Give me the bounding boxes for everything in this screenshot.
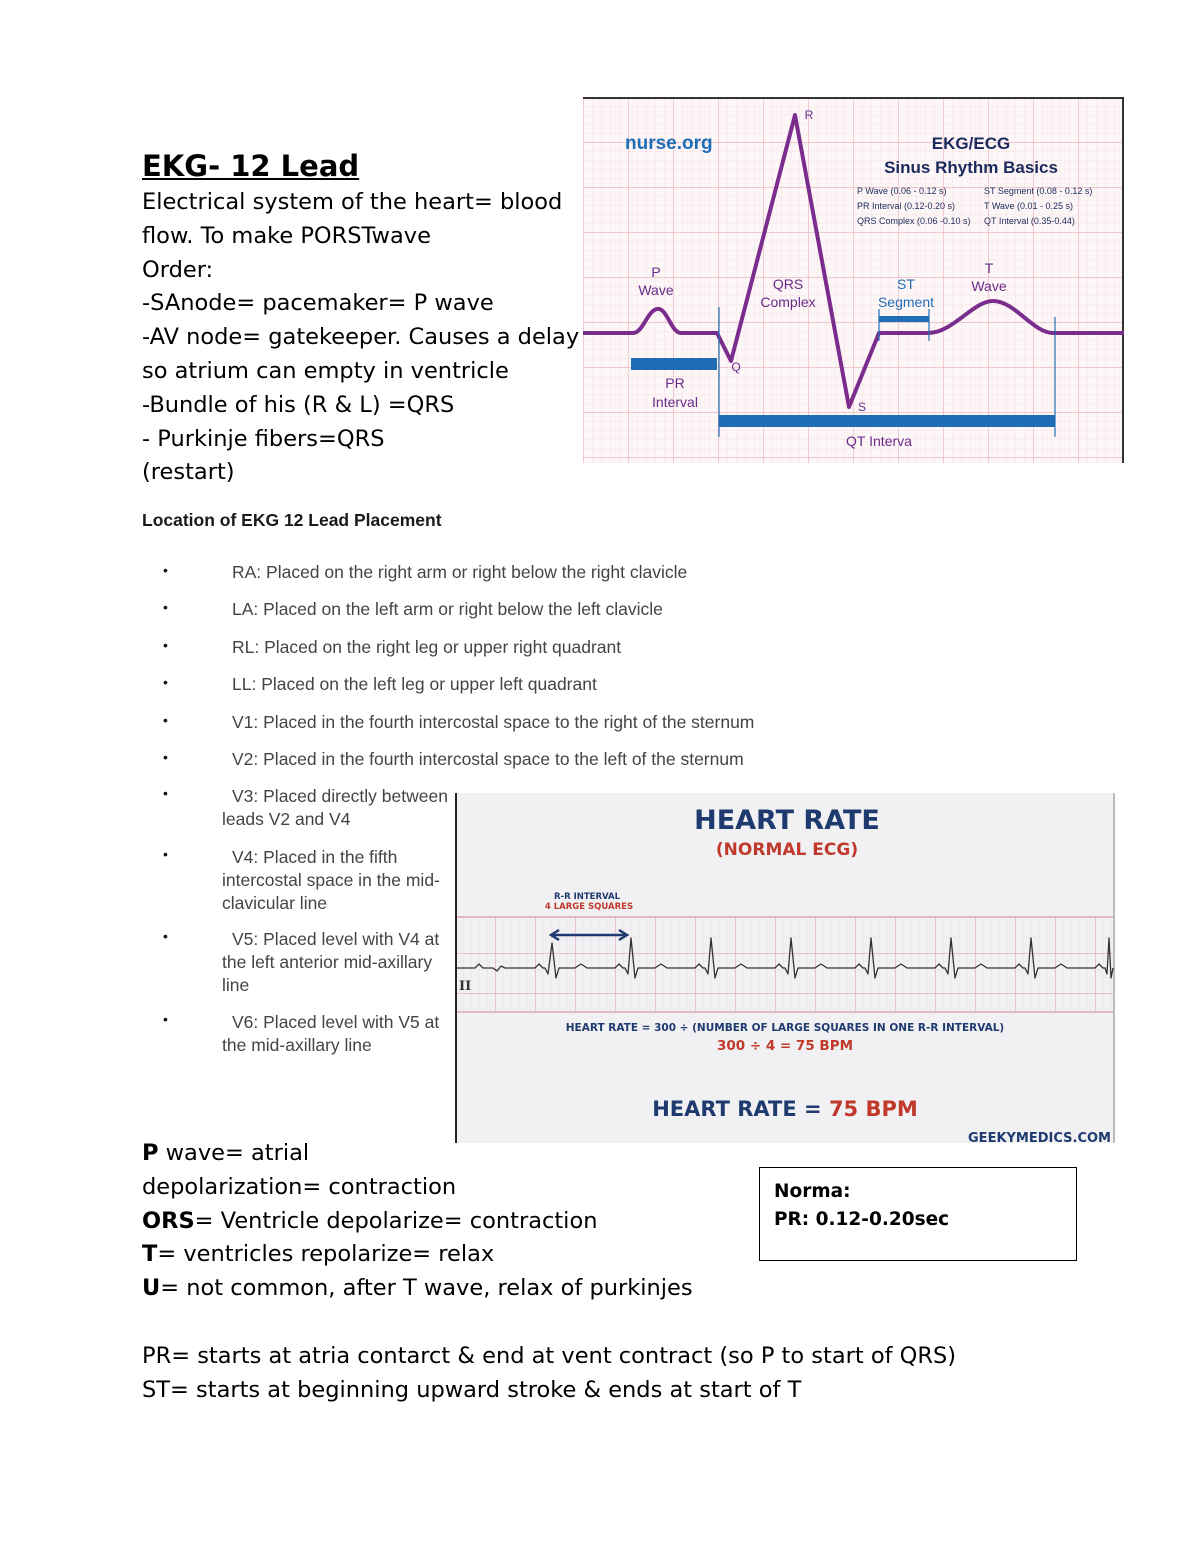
fig1-subtitle: Sinus Rhythm Basics	[884, 158, 1058, 177]
def-text: wave= atrial	[158, 1140, 310, 1166]
label-pr-2: Interval	[652, 394, 698, 410]
def-term: U	[142, 1275, 161, 1302]
notes-title: EKG- 12 Lead	[142, 149, 360, 183]
hr-title: HEART RATE	[694, 805, 880, 836]
pr-interval-bar	[631, 358, 717, 370]
label-p-wave-2: Wave	[638, 282, 674, 298]
bullet: •	[163, 928, 168, 944]
label-q: Q	[731, 360, 741, 374]
label-r: R	[804, 108, 814, 122]
notes-line: flow. To make PORSTwave	[142, 222, 431, 249]
hr-result	[652, 1097, 918, 1121]
def-p-wave	[142, 1137, 956, 1171]
label-qrs-1: QRS	[772, 276, 804, 292]
lead-v3: V3: Placed directly between leads V2 and V4	[222, 786, 448, 829]
lead-v1: V1: Placed in the fourth intercostal space to the right of the sternum	[232, 712, 755, 732]
lead-rl: RL: Placed on the right leg or upper right quadrant	[232, 637, 622, 657]
bullet: •	[163, 674, 168, 690]
lead-la: LA: Placed on the left arm or right below the left clavicle	[232, 599, 663, 619]
spacer	[142, 1306, 956, 1340]
lead-v2: V2: Placed in the fourth intercostal space to the left of the sternum	[232, 749, 744, 769]
label-t-wave-2: Wave	[971, 278, 1007, 294]
notes-line: Order:	[142, 256, 214, 283]
bullet: •	[163, 637, 168, 653]
sinus-rhythm-figure	[583, 97, 1124, 463]
label-t-wave-1: T	[984, 260, 994, 276]
label-st-2: Segment	[877, 294, 935, 310]
bullet: •	[163, 1011, 168, 1027]
hr-subtitle	[716, 840, 858, 860]
def-text: = not common, after T wave, relax of purkinjes	[160, 1275, 693, 1302]
brand-logo: nurse.org	[625, 133, 713, 154]
heart-rate-figure	[455, 793, 1115, 1143]
notes-line: Electrical system of the heart= blood	[142, 189, 563, 215]
placement-title: Location of EKG 12 Lead Placement	[142, 510, 442, 530]
notes-line: so atrium can empty in ventricle	[142, 357, 509, 384]
legend-st-segment: ST Segment (0.08 - 0.12 s)	[984, 186, 1093, 196]
lead-v5: V5: Placed level with V4 at the left anterior mid-axillary line	[222, 929, 440, 995]
def-term: T	[142, 1241, 158, 1268]
bullet: •	[163, 749, 168, 765]
def-term: ORS	[142, 1207, 195, 1234]
notes-line: (restart)	[142, 459, 235, 486]
legend-t-wave: T Wave (0.01 - 0.25 s)	[984, 201, 1074, 211]
hr-subtitle-close: )	[850, 840, 859, 860]
notes-line: -AV node= gatekeeper. Causes a delay	[142, 324, 580, 351]
hr-subtitle-open: (	[715, 840, 724, 860]
def-text: = ventricles repolarize= relax	[157, 1241, 495, 1268]
lead-v6: V6: Placed level with V5 at the mid-axillary line	[222, 1012, 440, 1055]
bullet: •	[163, 846, 168, 862]
label-s: S	[857, 400, 867, 414]
st-segment-bar	[879, 316, 929, 322]
hr-formula: HEART RATE = 300 ÷ (NUMBER OF LARGE SQUARES IN ONE R-R INTERVAL)	[565, 1022, 1005, 1034]
heart-rate-diagram	[455, 793, 1115, 1143]
legend-qrs-complex: QRS Complex (0.06 -0.10 s)	[857, 216, 971, 226]
label-pr-1: PR	[665, 375, 685, 391]
label-qrs-2: Complex	[760, 294, 816, 310]
def-u-wave	[142, 1272, 956, 1306]
bullet: •	[163, 712, 168, 728]
legend-p-wave: P Wave (0.06 - 0.12 s)	[857, 186, 947, 196]
label-st-1: ST	[897, 276, 915, 292]
norm-box	[759, 1167, 1077, 1261]
def-p-wave-cont: depolarization= contraction	[142, 1173, 457, 1200]
rr-label-1: R-R INTERVAL	[554, 892, 620, 902]
sinus-rhythm-diagram	[583, 97, 1124, 463]
rr-label-2: 4 LARGE SQUARES	[544, 902, 634, 912]
bullet: •	[163, 562, 168, 578]
legend-qt-interval: QT Interval (0.35-0.44)	[984, 216, 1075, 226]
lead-ll: LL: Placed on the left leg or upper left quadrant	[232, 674, 597, 694]
def-text: = Ventricle depolarize= contraction	[194, 1207, 598, 1234]
def-term: P	[142, 1140, 159, 1166]
source-credit: GEEKYMEDICS.COM	[968, 1131, 1111, 1143]
lead-label: II	[459, 979, 472, 994]
label-p-wave-1: P	[651, 264, 661, 280]
lead-ra: RA: Placed on the right arm or right below the right clavicle	[232, 562, 688, 582]
fig1-title: EKG/ECG	[931, 134, 1011, 153]
qt-interval-bar	[719, 415, 1055, 427]
hr-result-prefix: HEART RATE =	[652, 1097, 829, 1121]
label-qt: QT Interva	[846, 433, 912, 449]
legend-pr-interval: PR Interval (0.12-0.20 s)	[857, 201, 956, 211]
norm-title: Norma:	[774, 1181, 851, 1202]
hr-subtitle-text: NORMAL ECG	[723, 840, 851, 860]
notes-line: -Bundle of his (R & L) =QRS	[142, 391, 455, 418]
hr-calculation: 300 ÷ 4 = 75 BPM	[716, 1038, 854, 1054]
ekg-notes	[142, 146, 582, 490]
lead-v4: V4: Placed in the fifth intercostal space in the mid-clavicular line	[222, 847, 440, 913]
bullet: •	[163, 785, 168, 801]
notes-line: - Purkinje fibers=QRS	[142, 425, 385, 452]
norm-value: PR: 0.12-0.20sec	[774, 1209, 950, 1230]
hr-result-value: 75 BPM	[828, 1097, 918, 1121]
def-pr: PR= starts at atria contarct & end at vent contract (so P to start of QRS)	[142, 1342, 957, 1369]
notes-line: -SAnode= pacemaker= P wave	[142, 290, 494, 317]
bullet: •	[163, 599, 168, 615]
def-st: ST= starts at beginning upward stroke & ends at start of T	[142, 1376, 802, 1403]
